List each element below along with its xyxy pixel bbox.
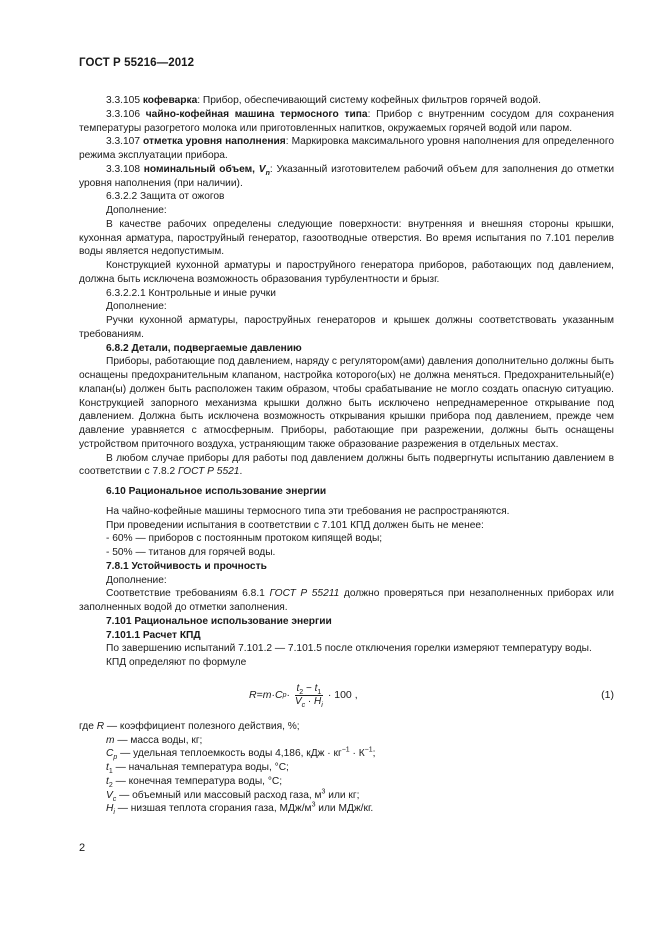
clause-6-3-2-2: 6.3.2.2 Защита от ожогов — [106, 191, 225, 203]
paragraph: При проведении испытания в соответствии с 7.101 КПД должен быть не менее: — [106, 519, 484, 531]
legend-item: $V_c$ — объемный или массовый расход газа, $м^3$ или кг; — [106, 788, 360, 803]
list-item: - 50% — титанов для горячей воды. — [106, 547, 276, 558]
addition-label: Дополнение: — [106, 205, 167, 216]
legend-item: $C_p$ — удельная теплоемкость воды 4,186, кДж · $кг^{-1} \cdot К^{-1}$; — [106, 746, 376, 762]
addition-label: Дополнение: — [106, 574, 167, 586]
document-header: ГОСТ Р 55216—2012 — [79, 57, 195, 69]
section-6-10-heading: 6.10 Рациональное использование энергии — [106, 486, 327, 497]
clause-6-3-2-2-1: 6.3.2.2.1 Контрольные и иные ручки — [106, 287, 276, 299]
page-number: 2 — [79, 842, 86, 854]
clause-3-3-107: 3.3.107 отметка уровня наполнения: Маркировка максимального уровня наполнения для определенного режима эксплуатации прибора. — [79, 136, 615, 161]
section-7-8-1-heading: 7.8.1 Устойчивость и прочность — [106, 560, 267, 572]
paragraph: В качестве рабочих определены следующие поверхности: внутренняя и внешняя стороны крышки, кухонная арматура, пароструйный генератор, газоотводные отверстия. Во время испытания по 7.101 перелив воды является недопустимым. — [79, 218, 614, 258]
legend-item: $t_1$ — начальная температура воды, °C; — [106, 762, 289, 776]
formula-legend — [79, 720, 614, 816]
document-body — [79, 94, 614, 816]
formula-block — [79, 676, 614, 716]
efficiency-formula: R = m · C p · $\frac{t_2 - t_1}{V_c \cdot H_i}$ · 100 , — [249, 683, 358, 710]
addition-label: Дополнение: — [106, 301, 167, 313]
term-symbol: V — [258, 163, 266, 175]
legend-item: где R — коэффициент полезного действия, %; — [79, 720, 300, 732]
clause-3-3-106: 3.3.106 чайно-кофейная машина термосного типа: Прибор с внутренним сосудом для сохранения температуры разогретого молока или приготовленных напитков, окружаемых горячей водой или паром. — [79, 108, 614, 134]
term: номинальный объем, — [143, 163, 259, 175]
paragraph: Приборы, работающие под давлением, наряду с регулятором(ами) давления дополнительно должны быть оснащены предохранительным клапаном, настройка которого(ых) не должна меняться. Предохранительный(е) клапан(ы) должен быть расположен таким образом, чтобы срабатывание не могло создать опасную ситуацию. Конструкцией запорного механизма крышки должно быть исключено непреднамеренное открывание под давлением. Должна быть исключена возможность открывания крышки прибора под давлением, прежде чем давление уравняется с атмосферным. Приборы, работающие при разрежении, должны быть оснащены устройством приточного воздуха, устраняющим также образование разрежения в отдельных местах. — [79, 356, 614, 450]
paragraph: На чайно-кофейные машины термосного типа эти требования не распространяются. — [106, 505, 510, 517]
term: кофеварка — [142, 95, 198, 106]
standard-reference: ГОСТ Р 5521 — [177, 466, 240, 478]
formula-fraction — [293, 683, 325, 708]
paragraph: В любом случае приборы для работы под давлением должны быть подвергнуты испытанию давлением в соответствии с 7.8.2 ГОСТ Р 5521. — [79, 452, 614, 478]
legend-item: $H_i$ — низшая теплота сгорания газа, МДж/$м^3$ или МДж/кг. — [106, 801, 374, 817]
fraction-denominator: $V_c \cdot H_i$ — [294, 696, 323, 710]
paragraph: Конструкцией кухонной арматуры и пароструйного генератора приборов, работающих под давлением, должна быть исключена возможность образования турбулентности и брызг. — [79, 260, 614, 285]
equation-number: (1) — [601, 688, 614, 701]
paragraph: КПД определяют по формуле — [106, 657, 247, 668]
clause-3-3-105: 3.3.105 кофеварка: Прибор, обеспечивающий систему кофейных фильтров горячей водой. — [106, 95, 541, 106]
clause-3-3-108: 3.3.108 номинальный объем, $V_n$: Указанный изготовителем рабочий объем для заполнения до отметки уровня наполнения (при наличии). — [79, 163, 615, 189]
legend-item: m — масса воды, кг; — [106, 734, 203, 746]
list-item: - 60% — приборов с постоянным протоком кипящей воды; — [106, 533, 383, 545]
fraction-numerator: $t_2 - t_1$ — [296, 683, 322, 697]
paragraph: По завершению испытаний 7.101.2 — 7.101.5 после отключения горелки измеряют температуру воды. — [106, 643, 592, 655]
section-7-101-1-heading: 7.101.1 Расчет КПД — [106, 629, 201, 641]
paragraph: Ручки кухонной арматуры, пароструйных генераторов и крышек должны соответствовать указанным требованиям. — [79, 315, 614, 340]
section-6-8-2-heading: 6.8.2 Детали, подвергаемые давлению — [106, 342, 302, 354]
standard-reference: ГОСТ Р 55211 — [269, 588, 340, 600]
term: чайно-кофейная машина термосного типа — [145, 108, 368, 120]
term: отметка уровня наполнения — [143, 136, 286, 148]
legend-item: $t_2$ — конечная температура воды, °C; — [106, 775, 283, 789]
paragraph: Соответствие требованиям 6.8.1 ГОСТ Р 55211 должно проверяться при незаполненных приборах или заполненных водой до отметки заполнения. — [79, 588, 614, 613]
section-7-101-heading: 7.101 Рациональное использование энергии — [106, 615, 332, 627]
